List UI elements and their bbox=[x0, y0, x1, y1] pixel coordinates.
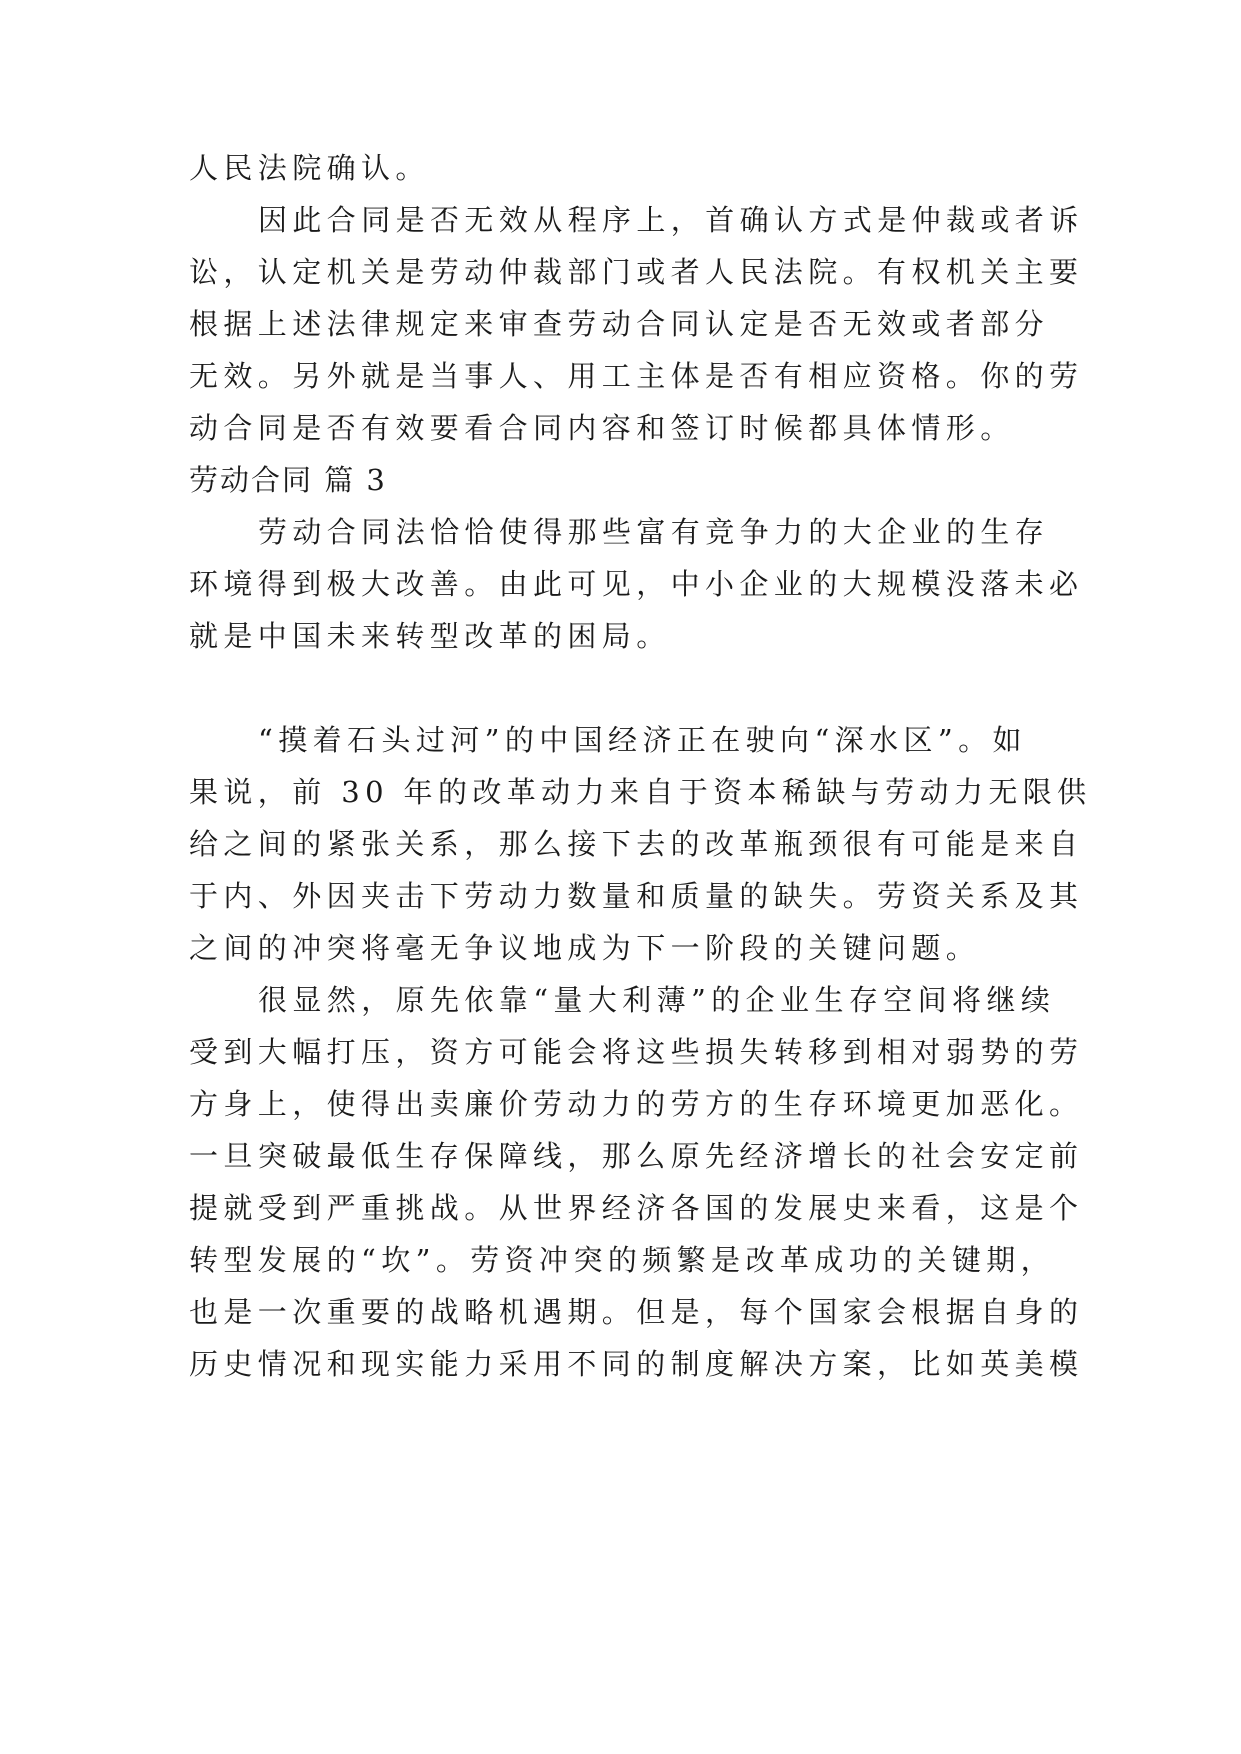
text-line: 环境得到极大改善。由此可见，中小企业的大规模没落未必 bbox=[189, 567, 1084, 601]
text-line: 方身上，使得出卖廉价劳动力的劳方的生存环境更加恶化。 bbox=[189, 1087, 1084, 1121]
text-line: 因此合同是否无效从程序上，首确认方式是仲裁或者诉 bbox=[258, 203, 1084, 237]
text-line: 于内、外因夹击下劳动力数量和质量的缺失。劳资关系及其 bbox=[189, 879, 1084, 913]
text-line: 很显然，原先依靠“量大利薄”的企业生存空间将继续 bbox=[258, 983, 1056, 1017]
text-line: 受到大幅打压，资方可能会将这些损失转移到相对弱势的劳 bbox=[189, 1035, 1084, 1069]
text-line: “摸着石头过河”的中国经济正在驶向“深水区”。如 bbox=[258, 723, 1027, 757]
text-line: 历史情况和现实能力采用不同的制度解决方案，比如英美模 bbox=[189, 1347, 1084, 1381]
text-line: 讼，认定机关是劳动仲裁部门或者人民法院。有权机关主要 bbox=[189, 255, 1084, 289]
text-line: 转型发展的“坎”。劳资冲突的频繁是改革成功的关键期， bbox=[189, 1243, 1056, 1277]
text-line: 也是一次重要的战略机遇期。但是，每个国家会根据自身的 bbox=[189, 1295, 1084, 1329]
text-line: 劳动合同法恰恰使得那些富有竞争力的大企业的生存 bbox=[258, 515, 1050, 549]
text-line: 提就受到严重挑战。从世界经济各国的发展史来看，这是个 bbox=[189, 1191, 1084, 1225]
text-line: 给之间的紧张关系，那么接下去的改革瓶颈很有可能是来自 bbox=[189, 827, 1084, 861]
text-line: 根据上述法律规定来审查劳动合同认定是否无效或者部分 bbox=[189, 307, 1050, 341]
text-line: 之间的冲突将毫无争议地成为下一阶段的关键问题。 bbox=[189, 931, 981, 965]
text-line: 果说，前 30 年的改革动力来自于资本稀缺与劳动力无限供 bbox=[189, 775, 1092, 809]
text-line: 无效。另外就是当事人、用工主体是否有相应资格。你的劳 bbox=[189, 359, 1084, 393]
text-line: 动合同是否有效要看合同内容和签订时候都具体情形。 bbox=[189, 411, 1015, 445]
text-line: 一旦突破最低生存保障线，那么原先经济增长的社会安定前 bbox=[189, 1139, 1084, 1173]
text-line: 就是中国未来转型改革的困局。 bbox=[189, 619, 671, 653]
text-line: 人民法院确认。 bbox=[189, 151, 430, 185]
section-heading: 劳动合同 篇 3 bbox=[189, 463, 387, 497]
